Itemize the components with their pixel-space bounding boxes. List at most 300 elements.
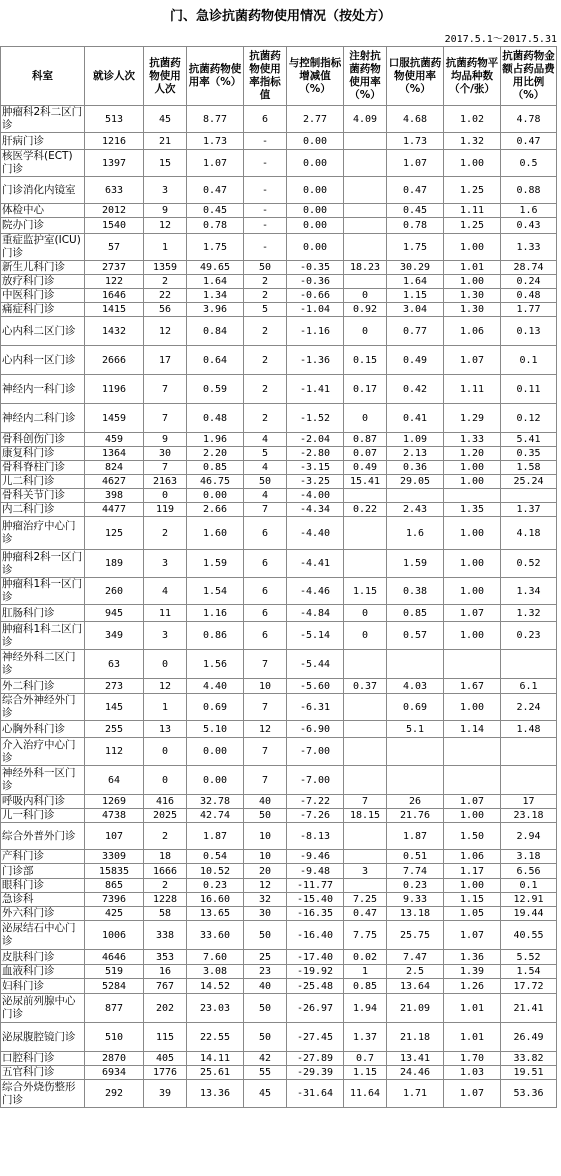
injection-cell: 1.15 bbox=[344, 578, 387, 605]
header-antibiotic-users: 抗菌药物使用人次 bbox=[144, 47, 187, 106]
table-row bbox=[1, 864, 557, 879]
cost-share-cell: 1.6 bbox=[501, 204, 557, 218]
dept-cell: 肿瘤科2科一区门诊 bbox=[1, 550, 85, 578]
dept-cell: 肿瘤科2科二区门诊 bbox=[1, 106, 85, 133]
visits-cell: 260 bbox=[85, 578, 144, 605]
rate-cell: 0.64 bbox=[187, 346, 244, 375]
oral-cell: 13.18 bbox=[387, 907, 444, 921]
visits-cell: 633 bbox=[85, 177, 144, 204]
table-title: 门、急诊抗菌药物使用情况（按处方） bbox=[169, 9, 391, 24]
visits-cell: 2737 bbox=[85, 261, 144, 275]
users-cell: 39 bbox=[144, 1080, 187, 1108]
cost-share-cell: 26.49 bbox=[501, 1023, 557, 1052]
varieties-cell: 1.11 bbox=[444, 375, 501, 404]
table-row bbox=[1, 766, 557, 795]
visits-cell: 64 bbox=[85, 766, 144, 795]
injection-cell bbox=[344, 275, 387, 289]
users-cell: 7 bbox=[144, 375, 187, 404]
cost-share-cell: 2.94 bbox=[501, 823, 557, 850]
users-cell: 115 bbox=[144, 1023, 187, 1052]
rate-cell: 10.52 bbox=[187, 864, 244, 879]
rate-cell: 7.60 bbox=[187, 950, 244, 965]
target-cell: 6 bbox=[244, 517, 287, 550]
users-cell: 0 bbox=[144, 650, 187, 679]
visits-cell: 189 bbox=[85, 550, 144, 578]
varieties-cell: 1.01 bbox=[444, 994, 501, 1023]
rate-cell: 23.03 bbox=[187, 994, 244, 1023]
target-cell: 50 bbox=[244, 809, 287, 823]
dept-cell: 肝病门诊 bbox=[1, 133, 85, 150]
oral-cell bbox=[387, 489, 444, 503]
target-cell: 45 bbox=[244, 1080, 287, 1108]
cost-share-cell: 0.88 bbox=[501, 177, 557, 204]
target-cell: 5 bbox=[244, 447, 287, 461]
dept-cell: 门诊消化内镜室 bbox=[1, 177, 85, 204]
varieties-cell: 1.07 bbox=[444, 346, 501, 375]
table-row bbox=[1, 261, 557, 275]
dept-cell: 血液科门诊 bbox=[1, 965, 85, 979]
cost-share-cell bbox=[501, 489, 557, 503]
users-cell: 3 bbox=[144, 550, 187, 578]
visits-cell: 255 bbox=[85, 721, 144, 738]
varieties-cell: 1.32 bbox=[444, 133, 501, 150]
diff-cell: 0.00 bbox=[287, 204, 344, 218]
diff-cell: -4.41 bbox=[287, 550, 344, 578]
target-cell: 2 bbox=[244, 275, 287, 289]
users-cell: 202 bbox=[144, 994, 187, 1023]
diff-cell: -1.41 bbox=[287, 375, 344, 404]
users-cell: 2025 bbox=[144, 809, 187, 823]
target-cell: 50 bbox=[244, 921, 287, 950]
diff-cell: -26.97 bbox=[287, 994, 344, 1023]
table-row bbox=[1, 809, 557, 823]
cost-share-cell: 5.52 bbox=[501, 950, 557, 965]
rate-cell: 0.23 bbox=[187, 879, 244, 893]
target-cell: 2 bbox=[244, 404, 287, 433]
rate-cell: 0.86 bbox=[187, 622, 244, 650]
oral-cell: 0.85 bbox=[387, 605, 444, 622]
dept-cell: 体检中心 bbox=[1, 204, 85, 218]
table-row bbox=[1, 795, 557, 809]
users-cell: 18 bbox=[144, 850, 187, 864]
rate-cell: 1.54 bbox=[187, 578, 244, 605]
table-row bbox=[1, 461, 557, 475]
injection-cell bbox=[344, 766, 387, 795]
table-row bbox=[1, 921, 557, 950]
diff-cell: -27.45 bbox=[287, 1023, 344, 1052]
target-cell: 2 bbox=[244, 375, 287, 404]
cost-share-cell: 0.13 bbox=[501, 317, 557, 346]
varieties-cell: 1.07 bbox=[444, 795, 501, 809]
injection-cell bbox=[344, 150, 387, 177]
oral-cell: 0.36 bbox=[387, 461, 444, 475]
users-cell: 12 bbox=[144, 317, 187, 346]
rate-cell: 22.55 bbox=[187, 1023, 244, 1052]
rate-cell: 14.11 bbox=[187, 1052, 244, 1066]
injection-cell: 0 bbox=[344, 605, 387, 622]
rate-cell: 13.65 bbox=[187, 907, 244, 921]
table-row bbox=[1, 375, 557, 404]
cost-share-cell: 23.18 bbox=[501, 809, 557, 823]
varieties-cell: 1.25 bbox=[444, 177, 501, 204]
rate-cell: 1.64 bbox=[187, 275, 244, 289]
table-row bbox=[1, 317, 557, 346]
oral-cell: 29.05 bbox=[387, 475, 444, 489]
dept-cell: 心内科一区门诊 bbox=[1, 346, 85, 375]
users-cell: 7 bbox=[144, 461, 187, 475]
visits-cell: 1269 bbox=[85, 795, 144, 809]
target-cell: 6 bbox=[244, 106, 287, 133]
dept-cell: 综合外普外门诊 bbox=[1, 823, 85, 850]
table-row bbox=[1, 721, 557, 738]
diff-cell: -4.40 bbox=[287, 517, 344, 550]
oral-cell: 1.64 bbox=[387, 275, 444, 289]
visits-cell: 112 bbox=[85, 738, 144, 766]
varieties-cell: 1.07 bbox=[444, 1080, 501, 1108]
dept-cell: 皮肤科门诊 bbox=[1, 950, 85, 965]
varieties-cell: 1.67 bbox=[444, 679, 501, 694]
rate-cell: 49.65 bbox=[187, 261, 244, 275]
cost-share-cell: 25.24 bbox=[501, 475, 557, 489]
oral-cell: 0.77 bbox=[387, 317, 444, 346]
target-cell: 50 bbox=[244, 261, 287, 275]
target-cell: 4 bbox=[244, 489, 287, 503]
diff-cell: -29.39 bbox=[287, 1066, 344, 1080]
rate-cell: 42.74 bbox=[187, 809, 244, 823]
target-cell: 50 bbox=[244, 994, 287, 1023]
varieties-cell: 1.39 bbox=[444, 965, 501, 979]
cost-share-cell: 0.35 bbox=[501, 447, 557, 461]
cost-share-cell: 17 bbox=[501, 795, 557, 809]
users-cell: 2 bbox=[144, 823, 187, 850]
varieties-cell bbox=[444, 738, 501, 766]
dept-cell: 新生儿科门诊 bbox=[1, 261, 85, 275]
visits-cell: 7396 bbox=[85, 893, 144, 907]
table-row bbox=[1, 1023, 557, 1052]
diff-cell: -8.13 bbox=[287, 823, 344, 850]
table-body bbox=[1, 106, 557, 1108]
injection-cell bbox=[344, 694, 387, 721]
injection-cell: 1.37 bbox=[344, 1023, 387, 1052]
target-cell: 42 bbox=[244, 1052, 287, 1066]
visits-cell: 57 bbox=[85, 234, 144, 261]
oral-cell: 0.45 bbox=[387, 204, 444, 218]
diff-cell: -1.36 bbox=[287, 346, 344, 375]
varieties-cell: 1.14 bbox=[444, 721, 501, 738]
varieties-cell: 1.00 bbox=[444, 550, 501, 578]
injection-cell: 0 bbox=[344, 404, 387, 433]
visits-cell: 1364 bbox=[85, 447, 144, 461]
oral-cell: 13.41 bbox=[387, 1052, 444, 1066]
users-cell: 15 bbox=[144, 150, 187, 177]
users-cell: 12 bbox=[144, 218, 187, 234]
rate-cell: 1.56 bbox=[187, 650, 244, 679]
diff-cell: -4.34 bbox=[287, 503, 344, 517]
target-cell: 20 bbox=[244, 864, 287, 879]
oral-cell: 0.51 bbox=[387, 850, 444, 864]
table-row bbox=[1, 907, 557, 921]
injection-cell: 4.09 bbox=[344, 106, 387, 133]
varieties-cell: 1.33 bbox=[444, 433, 501, 447]
users-cell: 416 bbox=[144, 795, 187, 809]
dept-cell: 心胸外科门诊 bbox=[1, 721, 85, 738]
injection-cell: 0.87 bbox=[344, 433, 387, 447]
diff-cell: -7.00 bbox=[287, 766, 344, 795]
injection-cell bbox=[344, 823, 387, 850]
diff-cell: -27.89 bbox=[287, 1052, 344, 1066]
cost-share-cell: 0.11 bbox=[501, 375, 557, 404]
diff-cell: -0.35 bbox=[287, 261, 344, 275]
header-rate-target: 抗菌药物使用率指标值 bbox=[244, 47, 287, 106]
injection-cell bbox=[344, 234, 387, 261]
users-cell: 767 bbox=[144, 979, 187, 994]
rate-cell: 0.54 bbox=[187, 850, 244, 864]
cost-share-cell: 1.33 bbox=[501, 234, 557, 261]
dept-cell: 院办门诊 bbox=[1, 218, 85, 234]
injection-cell bbox=[344, 721, 387, 738]
rate-cell: 0.48 bbox=[187, 404, 244, 433]
cost-share-cell: 0.5 bbox=[501, 150, 557, 177]
cost-share-cell: 0.1 bbox=[501, 879, 557, 893]
visits-cell: 425 bbox=[85, 907, 144, 921]
table-row bbox=[1, 578, 557, 605]
dept-cell: 重症监护室(ICU)门诊 bbox=[1, 234, 85, 261]
diff-cell: -16.35 bbox=[287, 907, 344, 921]
target-cell: 4 bbox=[244, 433, 287, 447]
varieties-cell: 1.02 bbox=[444, 106, 501, 133]
target-cell: - bbox=[244, 204, 287, 218]
rate-cell: 0.84 bbox=[187, 317, 244, 346]
cost-share-cell: 6.56 bbox=[501, 864, 557, 879]
injection-cell: 0.85 bbox=[344, 979, 387, 994]
antibiotic-usage-table bbox=[0, 46, 557, 1108]
varieties-cell: 1.36 bbox=[444, 950, 501, 965]
oral-cell: 24.46 bbox=[387, 1066, 444, 1080]
dept-cell: 产科门诊 bbox=[1, 850, 85, 864]
users-cell: 56 bbox=[144, 303, 187, 317]
dept-cell: 泌尿腹腔镜门诊 bbox=[1, 1023, 85, 1052]
oral-cell: 0.42 bbox=[387, 375, 444, 404]
users-cell: 3 bbox=[144, 622, 187, 650]
rate-cell: 8.77 bbox=[187, 106, 244, 133]
dept-cell: 介入治疗中心门诊 bbox=[1, 738, 85, 766]
table-row bbox=[1, 550, 557, 578]
injection-cell: 0.07 bbox=[344, 447, 387, 461]
visits-cell: 107 bbox=[85, 823, 144, 850]
dept-cell: 综合外神经外门诊 bbox=[1, 694, 85, 721]
diff-cell: -9.48 bbox=[287, 864, 344, 879]
oral-cell: 25.75 bbox=[387, 921, 444, 950]
varieties-cell: 1.01 bbox=[444, 1023, 501, 1052]
varieties-cell: 1.00 bbox=[444, 622, 501, 650]
oral-cell: 5.1 bbox=[387, 721, 444, 738]
users-cell: 1 bbox=[144, 234, 187, 261]
rate-cell: 1.07 bbox=[187, 150, 244, 177]
users-cell: 4 bbox=[144, 578, 187, 605]
users-cell: 45 bbox=[144, 106, 187, 133]
diff-cell: -0.66 bbox=[287, 289, 344, 303]
visits-cell: 865 bbox=[85, 879, 144, 893]
rate-cell: 1.60 bbox=[187, 517, 244, 550]
varieties-cell: 1.17 bbox=[444, 864, 501, 879]
varieties-cell: 1.05 bbox=[444, 907, 501, 921]
rate-cell: 0.69 bbox=[187, 694, 244, 721]
header-injection-rate: 注射抗菌药物使用率（%） bbox=[344, 47, 387, 106]
rate-cell: 1.87 bbox=[187, 823, 244, 850]
cost-share-cell: 53.36 bbox=[501, 1080, 557, 1108]
table-row bbox=[1, 650, 557, 679]
injection-cell: 7.25 bbox=[344, 893, 387, 907]
varieties-cell: 1.35 bbox=[444, 503, 501, 517]
injection-cell: 0 bbox=[344, 289, 387, 303]
users-cell: 13 bbox=[144, 721, 187, 738]
visits-cell: 510 bbox=[85, 1023, 144, 1052]
visits-cell: 349 bbox=[85, 622, 144, 650]
varieties-cell: 1.07 bbox=[444, 605, 501, 622]
visits-cell: 1540 bbox=[85, 218, 144, 234]
target-cell: 30 bbox=[244, 907, 287, 921]
table-row bbox=[1, 404, 557, 433]
dept-cell: 急诊科 bbox=[1, 893, 85, 907]
cost-share-cell: 12.91 bbox=[501, 893, 557, 907]
dept-cell: 神经内二科门诊 bbox=[1, 404, 85, 433]
injection-cell bbox=[344, 650, 387, 679]
rate-cell: 1.59 bbox=[187, 550, 244, 578]
diff-cell: -5.60 bbox=[287, 679, 344, 694]
rate-cell: 1.75 bbox=[187, 234, 244, 261]
date-range: 2017.5.1～2017.5.31 bbox=[444, 34, 557, 45]
diff-cell: 0.00 bbox=[287, 218, 344, 234]
table-row bbox=[1, 289, 557, 303]
dept-cell: 门诊部 bbox=[1, 864, 85, 879]
dept-cell: 骨科脊柱门诊 bbox=[1, 461, 85, 475]
oral-cell: 1.09 bbox=[387, 433, 444, 447]
injection-cell: 1.15 bbox=[344, 1066, 387, 1080]
injection-cell: 15.41 bbox=[344, 475, 387, 489]
dept-cell: 骨科关节门诊 bbox=[1, 489, 85, 503]
cost-share-cell: 1.37 bbox=[501, 503, 557, 517]
visits-cell: 63 bbox=[85, 650, 144, 679]
users-cell: 16 bbox=[144, 965, 187, 979]
table-row bbox=[1, 433, 557, 447]
diff-cell: -7.26 bbox=[287, 809, 344, 823]
target-cell: 10 bbox=[244, 850, 287, 864]
oral-cell: 1.75 bbox=[387, 234, 444, 261]
varieties-cell: 1.29 bbox=[444, 404, 501, 433]
cost-share-cell: 3.18 bbox=[501, 850, 557, 864]
target-cell: 7 bbox=[244, 503, 287, 517]
cost-share-cell: 0.23 bbox=[501, 622, 557, 650]
visits-cell: 1415 bbox=[85, 303, 144, 317]
diff-cell: -4.00 bbox=[287, 489, 344, 503]
oral-cell: 0.23 bbox=[387, 879, 444, 893]
dept-cell: 外二科门诊 bbox=[1, 679, 85, 694]
oral-cell: 0.78 bbox=[387, 218, 444, 234]
diff-cell: -17.40 bbox=[287, 950, 344, 965]
diff-cell: -5.44 bbox=[287, 650, 344, 679]
table-row bbox=[1, 204, 557, 218]
target-cell: 12 bbox=[244, 721, 287, 738]
cost-share-cell: 0.48 bbox=[501, 289, 557, 303]
table-row bbox=[1, 1066, 557, 1080]
injection-cell bbox=[344, 218, 387, 234]
rate-cell: 32.78 bbox=[187, 795, 244, 809]
users-cell: 1666 bbox=[144, 864, 187, 879]
users-cell: 17 bbox=[144, 346, 187, 375]
table-row bbox=[1, 893, 557, 907]
rate-cell: 0.00 bbox=[187, 766, 244, 795]
target-cell: 2 bbox=[244, 346, 287, 375]
target-cell: - bbox=[244, 177, 287, 204]
injection-cell: 0.15 bbox=[344, 346, 387, 375]
target-cell: 4 bbox=[244, 461, 287, 475]
injection-cell bbox=[344, 850, 387, 864]
injection-cell: 18.15 bbox=[344, 809, 387, 823]
visits-cell: 2666 bbox=[85, 346, 144, 375]
rate-cell: 13.36 bbox=[187, 1080, 244, 1108]
visits-cell: 122 bbox=[85, 275, 144, 289]
target-cell: 55 bbox=[244, 1066, 287, 1080]
diff-cell: -7.00 bbox=[287, 738, 344, 766]
visits-cell: 945 bbox=[85, 605, 144, 622]
dept-cell: 心内科二区门诊 bbox=[1, 317, 85, 346]
cost-share-cell: 28.74 bbox=[501, 261, 557, 275]
header-row bbox=[1, 47, 557, 106]
cost-share-cell: 1.77 bbox=[501, 303, 557, 317]
table-row bbox=[1, 218, 557, 234]
target-cell: 23 bbox=[244, 965, 287, 979]
table-row bbox=[1, 1080, 557, 1108]
table-row bbox=[1, 150, 557, 177]
dept-cell: 肿瘤科1科二区门诊 bbox=[1, 622, 85, 650]
dept-cell: 中医科门诊 bbox=[1, 289, 85, 303]
oral-cell: 1.73 bbox=[387, 133, 444, 150]
injection-cell bbox=[344, 489, 387, 503]
dept-cell: 肿瘤治疗中心门诊 bbox=[1, 517, 85, 550]
injection-cell: 7 bbox=[344, 795, 387, 809]
dept-cell: 综合外烧伤整形门诊 bbox=[1, 1080, 85, 1108]
visits-cell: 1459 bbox=[85, 404, 144, 433]
cost-share-cell: 0.43 bbox=[501, 218, 557, 234]
rate-cell: 2.20 bbox=[187, 447, 244, 461]
visits-cell: 2012 bbox=[85, 204, 144, 218]
diff-cell: 2.77 bbox=[287, 106, 344, 133]
oral-cell: 2.13 bbox=[387, 447, 444, 461]
diff-cell: -1.16 bbox=[287, 317, 344, 346]
oral-cell: 7.47 bbox=[387, 950, 444, 965]
diff-cell: -31.64 bbox=[287, 1080, 344, 1108]
diff-cell: -6.31 bbox=[287, 694, 344, 721]
table-row bbox=[1, 177, 557, 204]
oral-cell: 21.18 bbox=[387, 1023, 444, 1052]
rate-cell: 3.08 bbox=[187, 965, 244, 979]
oral-cell: 30.29 bbox=[387, 261, 444, 275]
oral-cell: 2.5 bbox=[387, 965, 444, 979]
target-cell: 7 bbox=[244, 650, 287, 679]
oral-cell: 0.49 bbox=[387, 346, 444, 375]
table-row bbox=[1, 979, 557, 994]
diff-cell: -3.25 bbox=[287, 475, 344, 489]
varieties-cell: 1.00 bbox=[444, 517, 501, 550]
rate-cell: 33.60 bbox=[187, 921, 244, 950]
oral-cell: 1.07 bbox=[387, 150, 444, 177]
cost-share-cell: 0.12 bbox=[501, 404, 557, 433]
cost-share-cell: 0.1 bbox=[501, 346, 557, 375]
diff-cell: -2.80 bbox=[287, 447, 344, 461]
injection-cell bbox=[344, 738, 387, 766]
users-cell: 22 bbox=[144, 289, 187, 303]
cost-share-cell: 1.58 bbox=[501, 461, 557, 475]
